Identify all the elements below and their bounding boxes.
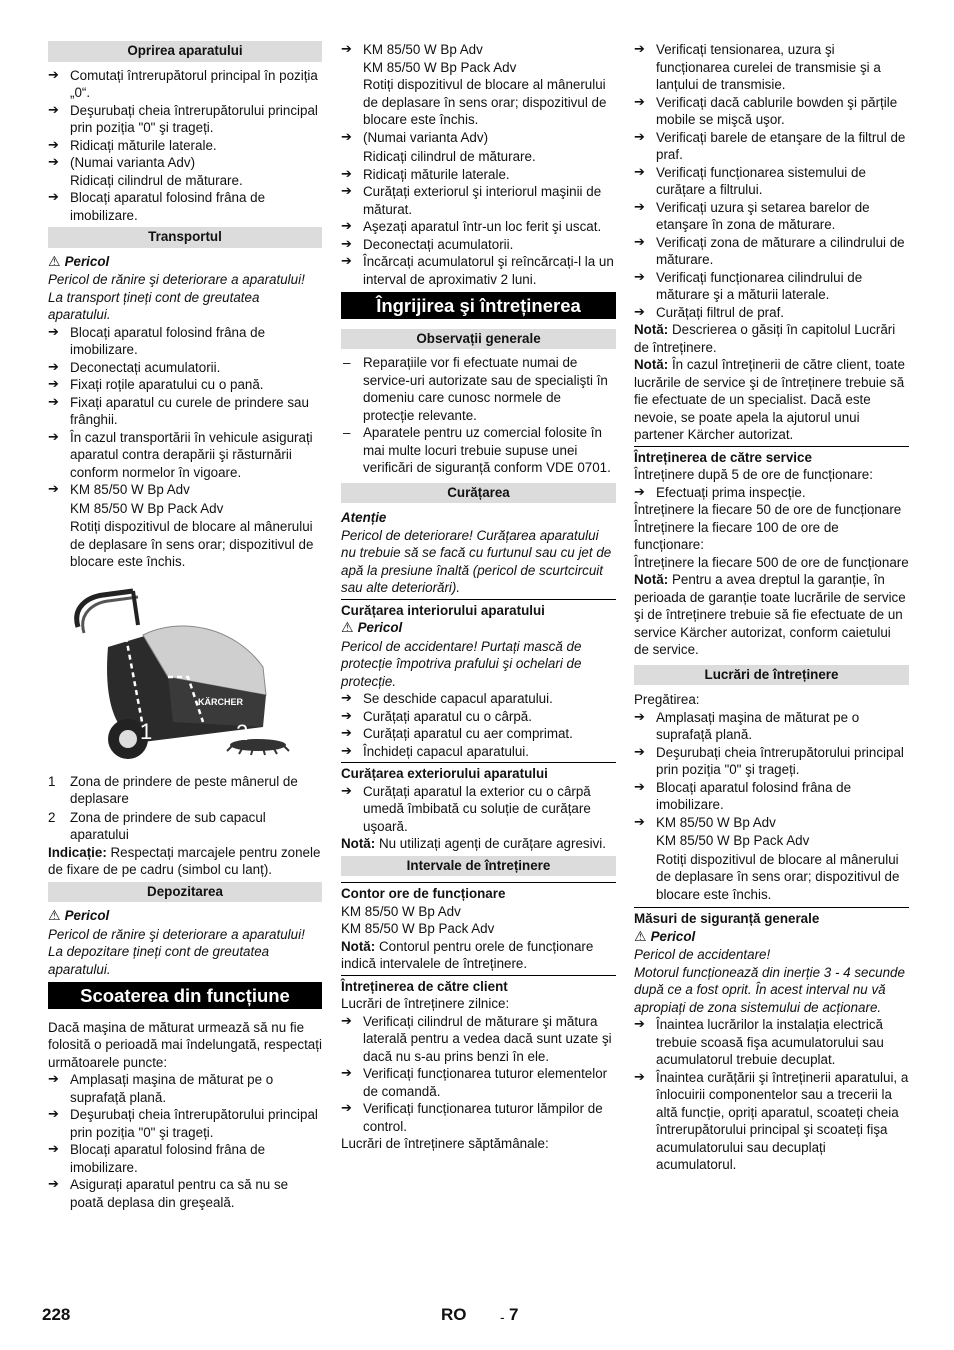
list-item: ➔ Fixați aparatul cu curele de prindere sau frânghii. — [48, 394, 322, 429]
indent-text: KM 85/50 W Bp Pack Adv — [363, 59, 517, 75]
list-item: ➔ Deşurubați cheia întrerupătorului principal prin poziția "0" şi trageți. — [48, 1106, 322, 1141]
warning-heading: ⚠ Pericol — [48, 908, 110, 924]
text-line: Întreținere la fiecare 100 de ore de funcționare: — [634, 519, 839, 552]
text-line: Întreținere la fiecare 50 de ore de funcționare — [634, 502, 902, 517]
list-item: ➔ KM 85/50 W Bp Adv — [341, 41, 616, 59]
list-item: ➔ Verificați zona de măturare a cilindrului de măturare. — [634, 234, 909, 269]
section-header-lucrari: Lucrări de întreținere — [634, 665, 909, 686]
note: Notă: Nu utilizați agenți de curățare agresivi. — [341, 836, 606, 851]
indent-text: Rotiți dispozitivul de blocare al mânerului de deplasare în sens orar; dispozitivul de blocare este închis. — [70, 519, 314, 569]
list-item: – Aparatele pentru uz comercial folosite în mai multe locuri trebuie supuse unei verificări de siguranță conform VDE 0701. — [341, 424, 616, 477]
subsection-title: Măsuri de siguranță generale — [634, 907, 909, 928]
warning-text: Pericol de accidentare! — [634, 947, 771, 962]
list-item: ➔ Înaintea lucrărilor la instalația electrică trebuie scoasă fişa acumulatorului sau acumulatorul trebuie decuplat. — [634, 1016, 909, 1069]
section-header-curatarea: Curățarea — [341, 483, 616, 504]
figure-label-2: 2 — [236, 719, 249, 745]
warning-heading: ⚠ Pericol — [634, 928, 696, 945]
list-item: ➔ Verificați tensionarea, uzura şi funcționarea curelei de transmisie şi a lanțului de transmisie. — [634, 41, 909, 94]
subsection-title: Întreținerea de către client — [341, 975, 616, 996]
text-line: KM 85/50 W Bp Adv — [341, 903, 461, 919]
list-item: ➔ Blocați aparatul folosind frâna de imobilizare. — [48, 189, 322, 224]
list-item: ➔ Curățați aparatul cu aer comprimat. — [341, 725, 616, 743]
subsection-title: Contor ore de funcționare — [341, 882, 616, 903]
text-line: Întreținere după 5 de ore de funcționare: — [634, 467, 873, 482]
list-item: ➔ Deconectați acumulatorii. — [341, 236, 616, 254]
list-item: – Reparațiile vor fi efectuate numai de service-uri autorizate sau de specialişti în domeniu care cunosc normele de protecție relevante. — [341, 354, 616, 424]
list-item: ➔ Aşezați aparatul într-un loc ferit şi uscat. — [341, 218, 616, 236]
page-separator: - — [500, 1309, 505, 1325]
list-item: ➔ Verificați funcționarea sistemului de curățare a filtrului. — [634, 164, 909, 199]
warning-text: Motorul funcționează din inerție 3 - 4 secunde după ce a fost oprit. În acest interval nu vă apropiați de zona sistemului de acționare. — [634, 964, 905, 1015]
list-item: ➔ KM 85/50 W Bp Adv — [48, 481, 322, 499]
warning-heading: ⚠ Pericol — [48, 253, 110, 270]
caution-heading: Atenție — [341, 510, 387, 525]
text-line: KM 85/50 W Bp Pack Adv — [341, 921, 495, 936]
warning-icon: ⚠ — [48, 253, 61, 270]
list-item: ➔ Ridicați măturile laterale. — [341, 166, 616, 184]
list-item: ➔ Amplasați maşina de măturat pe o suprafață plană. — [48, 1071, 322, 1106]
section-page-number: 7 — [509, 1305, 519, 1324]
column-1 — [48, 41, 322, 1211]
text-line: Întreținere la fiecare 500 de ore de funcționare — [634, 554, 909, 570]
brand-label: KÄRCHER — [198, 696, 243, 707]
indent-text: Ridicați cilindrul de măturare. — [70, 172, 243, 188]
list-item: ➔ Curățați aparatul la exterior cu o cârpă umedă îmbibată cu soluție de curățare uşoară. — [341, 783, 616, 836]
indent-text: Ridicați cilindrul de măturare. — [363, 149, 536, 164]
chapter-title-scoaterea: Scoaterea din funcțiune — [48, 982, 322, 1009]
list-item: ➔ KM 85/50 W Bp Adv — [634, 814, 909, 832]
list-item: ➔ Curățați filtrul de praf. — [634, 304, 909, 322]
list-item: ➔ Ridicați măturile laterale. — [48, 137, 322, 155]
column-3 — [634, 41, 909, 1174]
list-item: ➔ (Numai varianta Adv) — [48, 154, 322, 172]
list-item: ➔ În cazul transportării în vehicule asigurați aparatul contra derapării şi răsturnării conform normelor în vigoare. — [48, 429, 322, 482]
language-code: RO — [441, 1305, 467, 1324]
legend-item: 1 Zona de prindere de peste mânerul de deplasare — [48, 773, 298, 806]
note: Notă: Pentru a avea dreptul la garanție, în perioada de garanție toate lucrările de service şi de întreținere trebuie să fie efectuate de un service Kärcher autorizat, conform caietului de service. — [634, 572, 906, 657]
text-line: Lucrări de întreținere săptămânale: — [341, 1136, 549, 1151]
list-item: ➔ Deşurubați cheia întrerupătorului principal prin poziția "0" şi trageți. — [48, 102, 322, 137]
legend-item: 2 Zona de prindere de sub capacul aparatului — [48, 809, 266, 842]
list-item: ➔ Verificați cilindrul de măturare şi mătura laterală pentru a vedea dacă sunt uzate şi dacă nu s-au prins benzi în ele. — [341, 1013, 616, 1066]
list-item: ➔ Blocați aparatul folosind frâna de imobilizare. — [48, 324, 322, 359]
list-item: ➔ Curățați aparatul cu o cârpă. — [341, 708, 616, 726]
warning-icon: ⚠ — [341, 620, 354, 636]
indent-text: Rotiți dispozitivul de blocare al mânerului de deplasare în sens orar; dispozitivul de blocare este închis. — [656, 851, 900, 902]
list-item: ➔ Încărcați acumulatorul şi reîncărcați-l la un interval de aproximativ 2 luni. — [341, 253, 616, 288]
intro-text: Dacă maşina de măturat urmează să nu fie folosită o perioadă mai îndelungată, respectați următoarele puncte: — [48, 1019, 322, 1070]
list-item: ➔ Comutați întrerupătorul principal în poziția „0“. — [48, 67, 322, 102]
section-header-observatii: Observații generale — [341, 329, 616, 350]
list-item: ➔ Deconectați acumulatorii. — [48, 359, 322, 377]
figure-label-1: 1 — [140, 718, 153, 744]
subsection-title: Curățarea exteriorului aparatului — [341, 762, 616, 783]
section-header-intervale: Intervale de întreținere — [341, 856, 616, 877]
list-item: ➔ Închideți capacul aparatului. — [341, 743, 616, 761]
list-item: ➔ Verificați barele de etanşare de la filtrul de praf. — [634, 129, 909, 164]
list-item: ➔ (Numai varianta Adv) — [341, 129, 616, 147]
chapter-title-ingrijirea: Îngrijirea şi întreținerea — [341, 292, 616, 319]
list-item: ➔ Deşurubați cheia întrerupătorului principal prin poziția "0" şi trageți. — [634, 744, 909, 779]
note: Notă: Descrierea o găsiți în capitolul Lucrări de întreținere. — [634, 322, 896, 355]
indent-text: Rotiți dispozitivul de blocare al mânerului de deplasare în sens orar; dispozitivul de blocare este închis. — [363, 77, 607, 127]
list-item: ➔ Blocați aparatul folosind frâna de imobilizare. — [634, 779, 909, 814]
list-item: ➔ Verificați funcționarea cilindrului de măturare şi a măturii laterale. — [634, 269, 909, 304]
note: Notă: Contorul pentru orele de funcționare indică intervalele de întreținere. — [341, 938, 594, 971]
list-item: ➔ Înaintea curățării şi întreținerii aparatului, a înlocuirii componentelor sau a trecerii la altă funcție, opriți aparatul, scoateți cheia întrerupătorului principal şi scoateți fişa acumulatorului sau decuplați acumulatorul. — [634, 1069, 909, 1174]
warning-text: Pericol de accidentare! Purtați mască de protecție împotriva prafului şi ochelari de protecție. — [341, 638, 582, 689]
handle-shape — [77, 591, 133, 627]
text-line: Lucrări de întreținere zilnice: — [341, 996, 510, 1011]
subsection-title: Întreținerea de către service — [634, 446, 909, 467]
list-item: ➔ Verificați funcționarea tuturor lămpilor de control. — [341, 1100, 616, 1135]
section-header-transportul: Transportul — [48, 227, 322, 248]
warning-icon: ⚠ — [634, 928, 647, 945]
section-header-oprirea: Oprirea aparatului — [48, 41, 322, 62]
note: Notă: În cazul întreținerii de către client, toate lucrările de service şi de întreținere trebuie să fie efectuate de un specialist. Dacă este nevoie, se poate apela la ajutorul unui partener Kärcher autorizat. — [634, 357, 905, 442]
list-item: ➔ Asigurați aparatul pentru ca să nu se poată deplasa din greşeală. — [48, 1176, 322, 1211]
list-item: ➔ Blocați aparatul folosind frâna de imobilizare. — [48, 1141, 322, 1176]
indicatie-note: Indicație: Respectați marcajele pentru zonele de fixare de pe cadru (simbol cu lanț). — [48, 844, 321, 877]
warning-text: Pericol de rănire şi deteriorare a aparatului! La depozitare țineți cont de greutatea aparatului. — [48, 926, 305, 977]
list-item: ➔ Efectuați prima inspecție. — [634, 484, 909, 502]
list-item: ➔ Verificați funcționarea tuturor elementelor de comandă. — [341, 1065, 616, 1100]
list-item: ➔ Verificați uzura şi setarea barelor de etanşare în zona de măturare. — [634, 199, 909, 234]
list-item: ➔ Verificați dacă cablurile bowden şi părțile mobile se mişcă uşor. — [634, 94, 909, 129]
column-2 — [341, 41, 616, 1153]
indent-text: KM 85/50 W Bp Pack Adv — [70, 500, 224, 516]
warning-heading: ⚠ Pericol — [341, 620, 403, 636]
list-item: ➔ Curățați exteriorul şi interiorul maşinii de măturat. — [341, 183, 616, 218]
indent-text: KM 85/50 W Bp Pack Adv — [656, 833, 810, 848]
subsection-title: Curățarea interiorului aparatului — [341, 599, 616, 620]
warning-text: Pericol de rănire şi deteriorare a aparatului! La transport țineți cont de greutatea aparatului. — [48, 272, 305, 322]
machine-figure — [48, 577, 322, 767]
text-line: Pregătirea: — [634, 692, 700, 707]
list-item: ➔ Se deschide capacul aparatului. — [341, 690, 616, 708]
warning-icon: ⚠ — [48, 908, 61, 924]
section-header-depozitarea: Depozitarea — [48, 882, 322, 903]
list-item: ➔ Fixați roțile aparatului cu o pană. — [48, 376, 322, 394]
list-item: ➔ Amplasați maşina de măturat pe o suprafață plană. — [634, 709, 909, 744]
caution-text: Pericol de deteriorare! Curățarea aparatului nu trebuie să se facă cu furtunul sau cu jet de apă la presiune înaltă (pericol de scurtcircuit sau alte deteriorări). — [341, 527, 612, 595]
page-number: 228 — [42, 1305, 71, 1324]
